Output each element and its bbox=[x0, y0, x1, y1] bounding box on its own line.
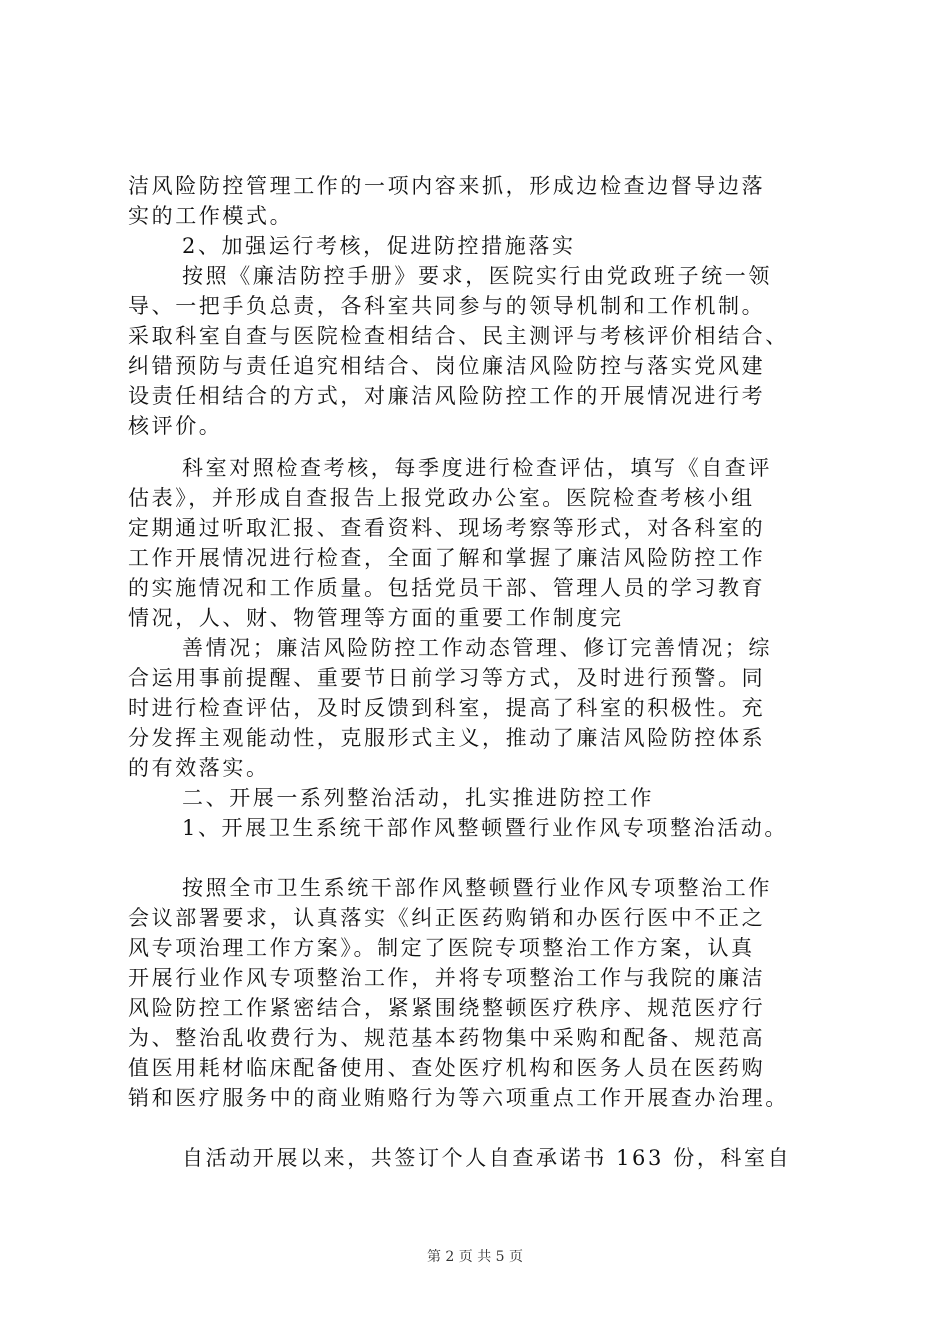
text-line: 分发挥主观能动性，克服形式主义，推动了廉洁风险防控体系 bbox=[128, 726, 766, 750]
text-line: 导、一把手负总责，各科室共同参与的领导机制和工作机制。 bbox=[128, 294, 766, 318]
text-line: 实的工作模式。 bbox=[128, 204, 294, 228]
section-heading: 2、加强运行考核，促进防控措施落实 bbox=[182, 234, 576, 258]
text-line: 值医用耗材临床配备使用、查处医疗机构和医务人员在医药购 bbox=[128, 1056, 766, 1080]
text-line: 自活动开展以来，共签订个人自查承诺书 163 份，科室自 bbox=[182, 1146, 792, 1170]
text-line: 工作开展情况进行检查，全面了解和掌握了廉洁风险防控工作 bbox=[128, 546, 766, 570]
text-line: 的有效落实。 bbox=[128, 756, 270, 780]
text-line: 洁风险防控管理工作的一项内容来抓，形成边检查边督导边落 bbox=[128, 174, 766, 198]
text-line: 采取科室自查与医院检查相结合、民主测评与考核评价相结合、 bbox=[128, 324, 789, 348]
subsection-heading: 1、开展卫生系统干部作风整顿暨行业作风专项整治活动。 bbox=[182, 816, 788, 840]
text-line: 时进行检查评估，及时反馈到科室，提高了科室的积极性。充 bbox=[128, 696, 766, 720]
text-line: 善情况；廉洁风险防控工作动态管理、修订完善情况；综 bbox=[182, 636, 772, 660]
section-heading: 二、开展一系列整治活动，扎实推进防控工作 bbox=[182, 786, 654, 810]
page-number: 第 2 页 共 5 页 bbox=[426, 1249, 524, 1265]
text-line: 定期通过听取汇报、查看资料、现场考察等形式，对各科室的 bbox=[128, 516, 766, 540]
text-line: 估表》，并形成自查报告上报党政办公室。医院检查考核小组 bbox=[128, 486, 755, 510]
text-line: 核评价。 bbox=[128, 414, 223, 438]
text-line: 开展行业作风专项整治工作，并将专项整治工作与我院的廉洁 bbox=[128, 966, 766, 990]
text-line: 风险防控工作紧密结合，紧紧围绕整顿医疗秩序、规范医疗行 bbox=[128, 996, 766, 1020]
text-line: 风专项治理工作方案》。制定了医院专项整治工作方案，认真 bbox=[128, 936, 755, 960]
text-line: 为、整治乱收费行为、规范基本药物集中采购和配备、规范高 bbox=[128, 1026, 766, 1050]
text-line: 销和医疗服务中的商业贿赂行为等六项重点工作开展查办治理。 bbox=[128, 1086, 789, 1110]
text-line: 合运用事前提醒、重要节日前学习等方式，及时进行预警。同 bbox=[128, 666, 766, 690]
text-line: 的实施情况和工作质量。包括党员干部、管理人员的学习教育 bbox=[128, 576, 766, 600]
text-line: 科室对照检查考核，每季度进行检查评估，填写《自查评 bbox=[182, 456, 772, 480]
text-line: 纠错预防与责任追究相结合、岗位廉洁风险防控与落实党风建 bbox=[128, 354, 766, 378]
text-line: 按照全市卫生系统干部作风整顿暨行业作风专项整治工作 bbox=[182, 876, 772, 900]
text-line: 设责任相结合的方式，对廉洁风险防控工作的开展情况进行考 bbox=[128, 384, 766, 408]
text-line: 情况，人、财、物管理等方面的重要工作制度完 bbox=[128, 606, 624, 630]
text-line: 会议部署要求，认真落实《纠正医药购销和办医行医中不正之 bbox=[128, 906, 766, 930]
text-line: 按照《廉洁防控手册》要求，医院实行由党政班子统一领 bbox=[182, 264, 772, 288]
